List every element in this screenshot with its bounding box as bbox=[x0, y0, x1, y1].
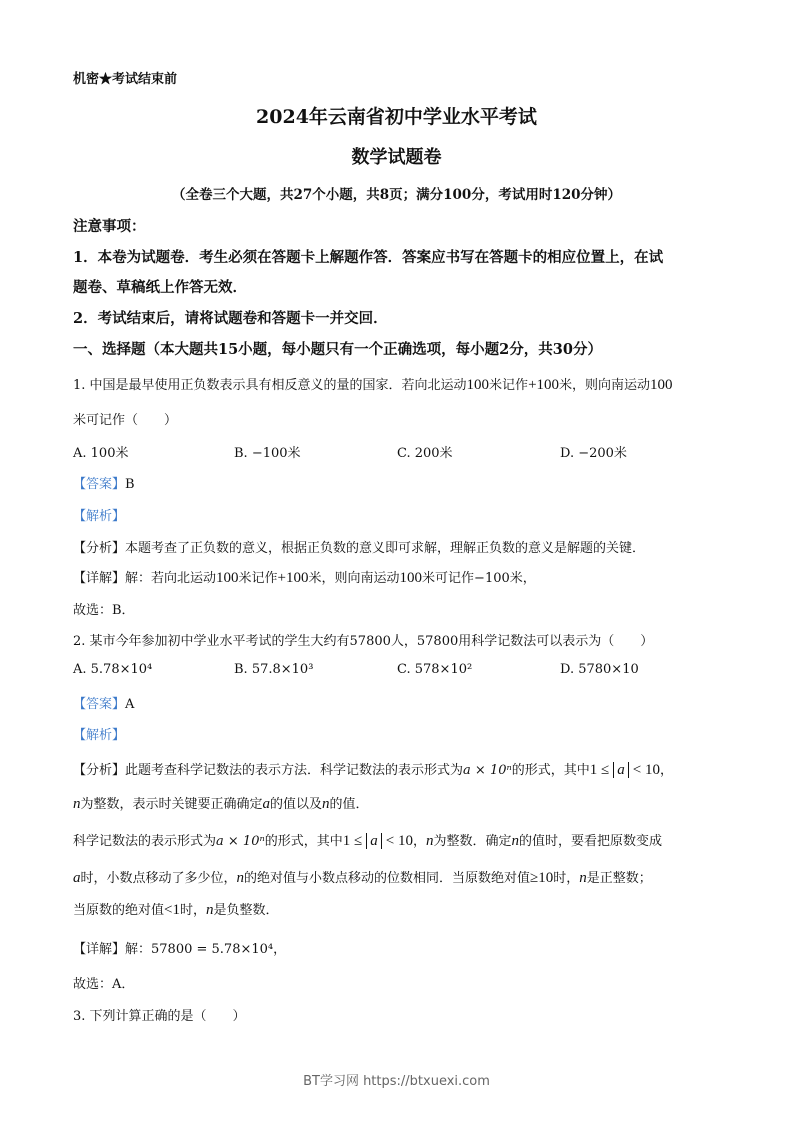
q1-fenxi: 【分析】本题考查了正负数的意义，根据正负数的意义即可求解，理解正负数的意义是解题的关键． bbox=[73, 541, 646, 556]
q2-analysis-label: 【解析】 bbox=[73, 728, 126, 743]
q2-body-line-1: 科学记数法的表示形式为a × 10ⁿ的形式，其中1 ≤ a < 10，n为整数．确定n的值时，要看把原数变成 bbox=[73, 833, 662, 849]
q2-option-d: D. 5780×10 bbox=[560, 662, 639, 677]
q2-option-a: A. 5.78×10⁴ bbox=[73, 662, 153, 677]
note-1-line-1: 1．本卷为试题卷．考生必须在答题卡上解题作答．答案应书写在答题卡的相应位置上，在试 bbox=[73, 249, 664, 266]
section-1-heading: 一、选择题（本大题共15小题，每小题只有一个正确选项，每小题2分，共30分） bbox=[73, 341, 602, 358]
q2-fenxi-line-1: 【分析】此题考查科学记数法的表示方法．科学记数法的表示形式为a × 10ⁿ的形式，其中1 ≤ a < 10， bbox=[73, 762, 673, 778]
q2-choose: 故选：A． bbox=[73, 977, 135, 992]
q1-choose: 故选：B． bbox=[73, 603, 135, 618]
note-1-line-2: 题卷、草稿纸上作答无效． bbox=[73, 279, 247, 296]
q1-analysis-label: 【解析】 bbox=[73, 509, 126, 524]
q3-stem: 3. 下列计算正确的是（ ） bbox=[73, 1009, 246, 1024]
exam-subtitle: 数学试题卷 bbox=[351, 147, 442, 168]
q2-fenxi-line-2: n为整数，表示时关键要正确确定a的值以及n的值． bbox=[73, 796, 369, 812]
q1-stem-line-2: 米可记作（ ） bbox=[73, 413, 178, 428]
page-footer: BT学习网 https://btxuexi.com bbox=[303, 1074, 490, 1089]
exam-title: 2024年云南省初中学业水平考试 bbox=[256, 106, 537, 128]
q1-option-a: A. 100米 bbox=[73, 446, 129, 461]
note-2: 2．考试结束后，请将试题卷和答题卡一并交回． bbox=[73, 310, 388, 327]
confidential-label: 机密★考试结束前 bbox=[73, 72, 178, 87]
q1-answer: 【答案】B bbox=[73, 477, 135, 492]
q1-option-b: B. −100米 bbox=[234, 446, 301, 461]
q2-option-b: B. 57.8×10³ bbox=[234, 662, 314, 677]
q1-detail: 【详解】解：若向北运动100米记作+100米，则向南运动100米可记作−100米， bbox=[73, 570, 536, 586]
q1-option-d: D. −200米 bbox=[560, 446, 627, 461]
exam-info: （全卷三个大题，共27个小题，共8页；满分100分，考试用时120分钟） bbox=[171, 187, 622, 203]
notes-heading: 注意事项： bbox=[73, 218, 146, 235]
q2-option-c: C. 578×10² bbox=[397, 662, 473, 677]
q1-stem-line-1: 1. 中国是最早使用正负数表示具有相反意义的量的国家．若向北运动100米记作+100米，则向南运动100 bbox=[73, 377, 673, 393]
q2-stem: 2. 某市今年参加初中学业水平考试的学生大约有57800人，57800用科学记数法可以表示为（ ） bbox=[73, 634, 654, 649]
q2-body-line-2: a时，小数点移动了多少位，n的绝对值与小数点移动的位数相同．当原数绝对值≥10时，n是正整数； bbox=[73, 870, 652, 886]
q2-answer: 【答案】A bbox=[73, 697, 135, 712]
q1-option-c: C. 200米 bbox=[397, 446, 453, 461]
q2-detail: 【详解】解：57800 = 5.78×10⁴， bbox=[73, 942, 287, 957]
q2-body-line-3: 当原数的绝对值<1时，n是负整数． bbox=[73, 902, 279, 918]
